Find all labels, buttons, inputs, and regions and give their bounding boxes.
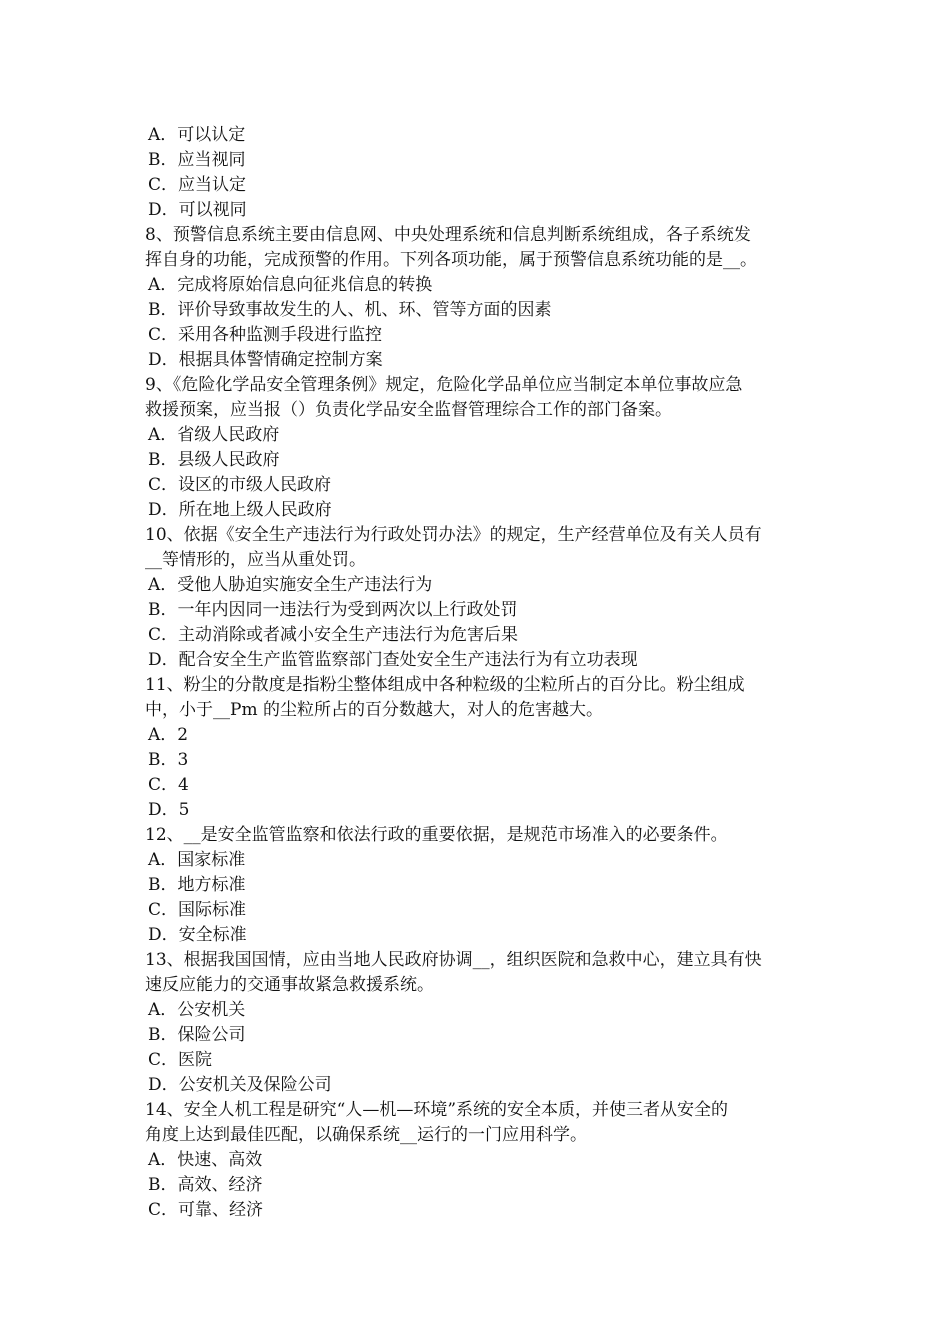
q9-stem-line-1: 9、《危险化学品安全管理条例》规定，危险化学品单位应当制定本单位事故应急 [145, 375, 743, 395]
document-page [145, 123, 810, 1223]
q8-option-a: A．完成将原始信息向征兆信息的转换 [148, 275, 433, 295]
q8-stem-line-2: 挥自身的功能，完成预警的作用。下列各项功能，属于预警信息系统功能的是__。 [145, 250, 757, 270]
q11-option-a: A．2 [148, 725, 189, 745]
q13-option-c: C．医院 [148, 1050, 213, 1070]
q8-option-c: C．采用各种监测手段进行监控 [148, 325, 383, 345]
q9-option-b: B．县级人民政府 [148, 450, 280, 470]
q8-option-b: B．评价导致事故发生的人、机、环、管等方面的因素 [148, 300, 552, 320]
q9-stem-line-2: 救援预案，应当报（）负责化学品安全监督管理综合工作的部门备案。 [145, 400, 672, 420]
q12-option-a: A．国家标准 [148, 850, 246, 870]
q11-option-d: D．5 [148, 800, 190, 820]
q11-stem-line-2: 中，小于__Pm 的尘粒所占的百分数越大，对人的危害越大。 [145, 700, 603, 720]
q9-option-a: A．省级人民政府 [148, 425, 280, 445]
q11-option-c: C．4 [148, 775, 189, 795]
q13-option-b: B．保险公司 [148, 1025, 246, 1045]
q12-option-d: D．安全标准 [148, 925, 247, 945]
q10-option-d: D．配合安全生产监管监察部门查处安全生产违法行为有立功表现 [148, 650, 638, 670]
q12-option-c: C．国际标准 [148, 900, 247, 920]
q13-option-d: D．公安机关及保险公司 [148, 1075, 332, 1095]
q9-option-d: D．所在地上级人民政府 [148, 500, 332, 520]
q10-option-c: C．主动消除或者减小安全生产违法行为危害后果 [148, 625, 519, 645]
q13-option-a: A．公安机关 [148, 1000, 246, 1020]
q8-option-d: D．根据具体警情确定控制方案 [148, 350, 383, 370]
q7-option-d: D．可以视同 [148, 200, 247, 220]
q13-stem-line-2: 速反应能力的交通事故紧急救援系统。 [145, 975, 434, 995]
q11-option-b: B．3 [148, 750, 189, 770]
q14-option-a: A．快速、高效 [148, 1150, 263, 1170]
q7-option-c: C．应当认定 [148, 175, 247, 195]
q7-option-a: A．可以认定 [148, 125, 246, 145]
q10-stem-line-2: __等情形的，应当从重处罚。 [145, 550, 366, 570]
q11-stem-line-1: 11、粉尘的分散度是指粉尘整体组成中各种粒级的尘粒所占的百分比。粉尘组成 [145, 675, 745, 695]
q14-option-b: B．高效、经济 [148, 1175, 263, 1195]
q14-stem-line-2: 角度上达到最佳匹配，以确保系统__运行的一门应用科学。 [145, 1125, 587, 1145]
q10-option-a: A．受他人胁迫实施安全生产违法行为 [148, 575, 433, 595]
q14-option-c: C．可靠、经济 [148, 1200, 264, 1220]
q10-option-b: B．一年内因同一违法行为受到两次以上行政处罚 [148, 600, 518, 620]
q7-option-b: B．应当视同 [148, 150, 246, 170]
q12-stem-line-1: 12、__是安全监管监察和依法行政的重要依据，是规范市场准入的必要条件。 [145, 825, 728, 845]
q9-option-c: C．设区的市级人民政府 [148, 475, 332, 495]
q13-stem-line-1: 13、根据我国国情，应由当地人民政府协调__，组织医院和急救中心，建立具有快 [145, 950, 762, 970]
q14-stem-line-1: 14、安全人机工程是研究“人—机—环境”系统的安全本质，并使三者从安全的 [145, 1100, 729, 1120]
q8-stem-line-1: 8、预警信息系统主要由信息网、中央处理系统和信息判断系统组成，各子系统发 [145, 225, 751, 245]
q10-stem-line-1: 10、依据《安全生产违法行为行政处罚办法》的规定，生产经营单位及有关人员有 [145, 525, 762, 545]
q12-option-b: B．地方标准 [148, 875, 246, 895]
